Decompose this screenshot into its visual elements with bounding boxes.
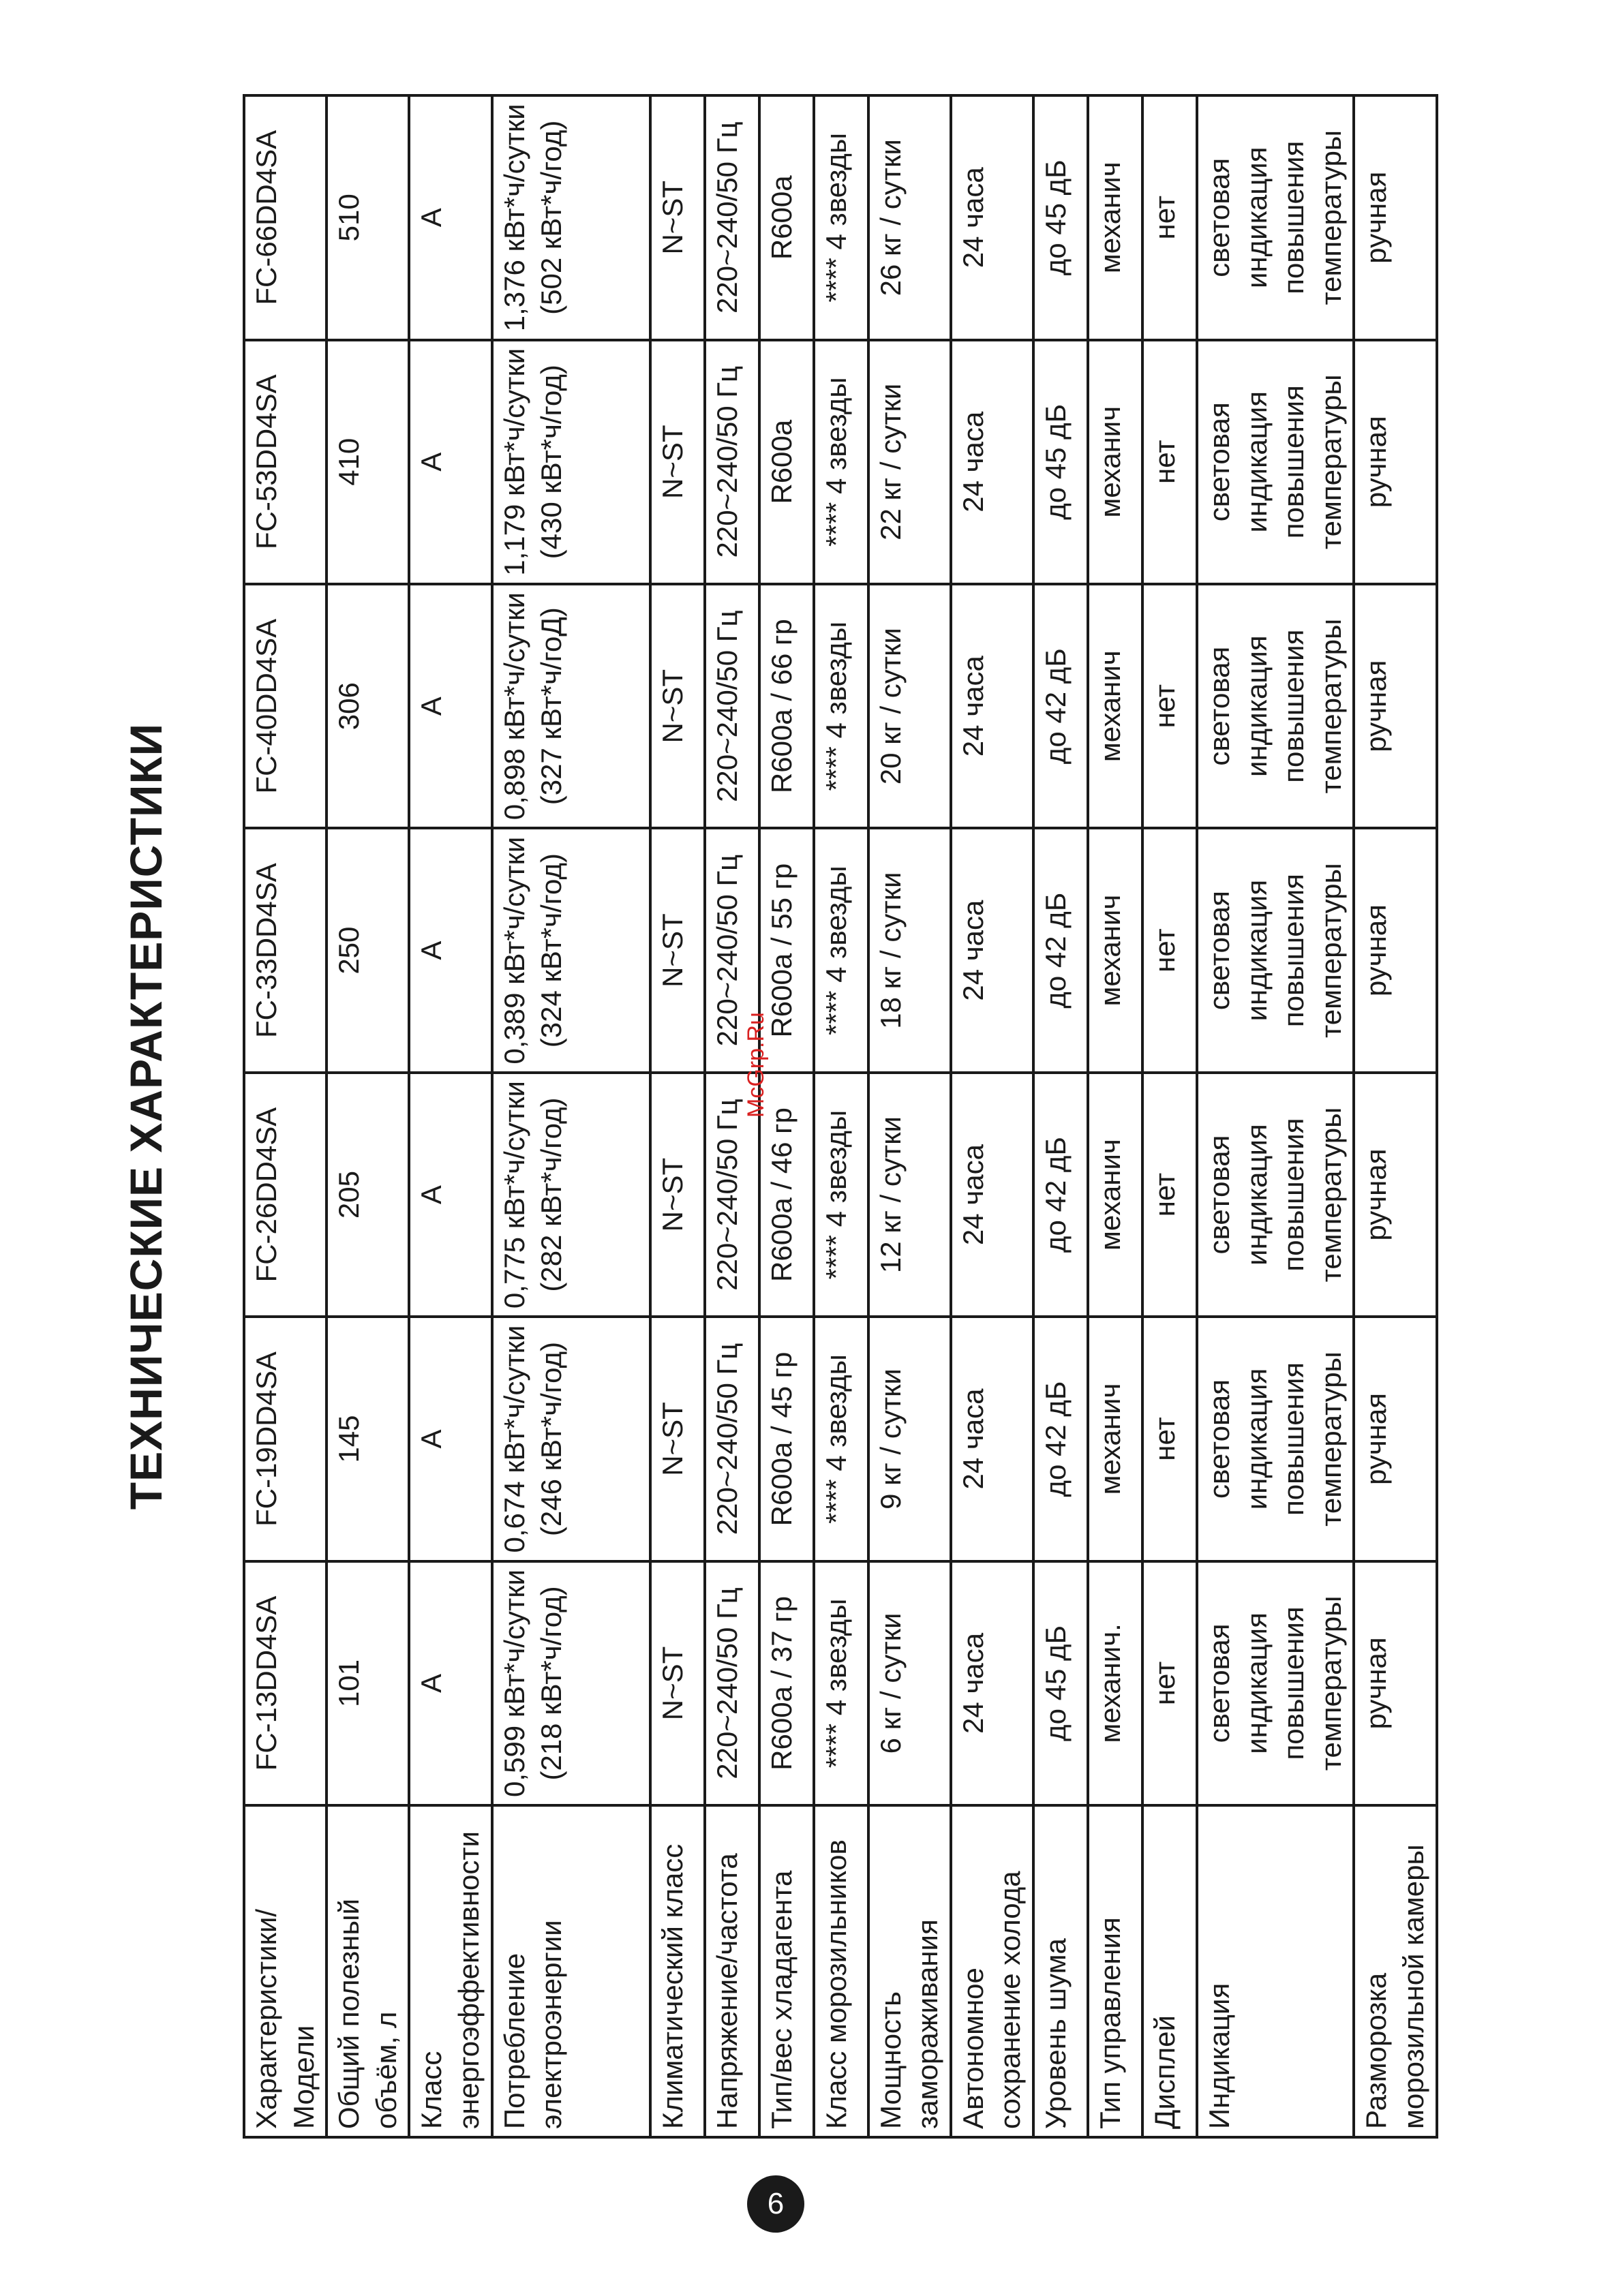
table-cell: световая индикация повышения температуры [1197,828,1354,1072]
table-cell: 24 часа [951,828,1033,1072]
table-cell: A [409,584,491,828]
table-body [327,95,1436,2137]
table-cell: 220~240/50 Гц [705,1561,759,1805]
table-row [409,95,491,2137]
row-label: Потребление электроэнергии [492,1805,650,2137]
table-cell: 6 кг / сутки [868,1561,951,1805]
table-cell: 220~240/50 Гц [705,95,759,340]
table-cell: ручная [1354,584,1436,828]
table-cell: **** 4 звезды [814,584,868,828]
table-cell: световая индикация повышения температуры [1197,584,1354,828]
header-cell: Характеристики/Модели [244,1805,327,2137]
table-cell: 22 кг / сутки [868,340,951,584]
table-cell: **** 4 звезды [814,95,868,340]
table-cell: ручная [1354,1317,1436,1561]
table-cell: R600a / 46 гр [759,1073,814,1317]
row-label: Уровень шума [1033,1805,1088,2137]
table-cell: N~ST [650,584,705,828]
table-cell: R600a [759,95,814,340]
table-cell: ручная [1354,95,1436,340]
table-cell: A [409,340,491,584]
table-cell: 220~240/50 Гц [705,828,759,1072]
table-cell: R600a / 66 гр [759,584,814,828]
table-row [814,95,868,2137]
table-cell: нет [1142,95,1197,340]
table-cell: 220~240/50 Гц [705,340,759,584]
table-cell: 510 [327,95,409,340]
header-cell: FC-40DD4SA [244,584,327,828]
table-cell: механич [1088,95,1142,340]
table-cell: 1,376 кВт*ч/сутки (502 кВт*ч/год) [492,95,650,340]
table-cell: световая индикация повышения температуры [1197,1561,1354,1805]
table-cell: нет [1142,1317,1197,1561]
row-label: Автономное сохранение холода [951,1805,1033,2137]
table-cell: 18 кг / сутки [868,828,951,1072]
table-cell: до 45 дБ [1033,340,1088,584]
row-label: Напряжение/частота [705,1805,759,2137]
table-cell: до 45 дБ [1033,1561,1088,1805]
table-cell: N~ST [650,1561,705,1805]
table-cell: механич. [1088,1561,1142,1805]
table-cell: 250 [327,828,409,1072]
table-row [650,95,705,2137]
row-label: Общий полезный объём, л [327,1805,409,2137]
table-cell: 220~240/50 Гц [705,584,759,828]
table-cell: световая индикация повышения температуры [1197,1317,1354,1561]
table-cell: R600a / 45 гр [759,1317,814,1561]
row-label: Индикация [1197,1805,1354,2137]
table-cell: 9 кг / сутки [868,1317,951,1561]
table-cell: ручная [1354,1561,1436,1805]
table-cell: 0,898 кВт*ч/сутки (327 кВт*ч/гоД) [492,584,650,828]
table-cell: световая индикация повышения температуры [1197,1073,1354,1317]
table-cell: 0,389 кВт*ч/сутки (324 кВт*ч/год) [492,828,650,1072]
table-cell: ручная [1354,828,1436,1072]
table-cell: 1,179 кВт*ч/сутки (430 кВт*ч/год) [492,340,650,584]
table-cell: 145 [327,1317,409,1561]
table-cell: A [409,828,491,1072]
table-cell: до 42 дБ [1033,828,1088,1072]
table-cell: нет [1142,828,1197,1072]
table-cell: **** 4 звезды [814,828,868,1072]
table-row [1142,95,1197,2137]
table-cell: 410 [327,340,409,584]
table-cell: **** 4 звезды [814,1073,868,1317]
table-cell: механич [1088,584,1142,828]
row-label: Разморозка морозильной камеры [1354,1805,1436,2137]
table-cell: 101 [327,1561,409,1805]
table-cell: 0,775 кВт*ч/сутки (282 кВт*ч/год) [492,1073,650,1317]
table-row [868,95,951,2137]
table-cell: нет [1142,1073,1197,1317]
table-cell: 0,599 кВт*ч/сутки (218 кВт*ч/год) [492,1561,650,1805]
table-cell: до 42 дБ [1033,1317,1088,1561]
table-row [1354,95,1436,2137]
table-cell: 0,674 кВт*ч/сутки (246 кВт*ч/год) [492,1317,650,1561]
row-label: Дисплей [1142,1805,1197,2137]
table-cell: механич [1088,1317,1142,1561]
table-cell: нет [1142,340,1197,584]
table-cell: N~ST [650,1317,705,1561]
rotated-page-content [121,94,1470,2139]
table-cell: A [409,1561,491,1805]
table-row [492,95,650,2137]
header-cell: FC-19DD4SA [244,1317,327,1561]
row-label: Класс морозильников [814,1805,868,2137]
table-cell: **** 4 звезды [814,340,868,584]
table-cell: 24 часа [951,1317,1033,1561]
header-cell: FC-13DD4SA [244,1561,327,1805]
table-row [1088,95,1142,2137]
table-cell: механич [1088,828,1142,1072]
table-cell: механич [1088,340,1142,584]
table-row [951,95,1033,2137]
table-cell: световая индикация повышения температуры [1197,95,1354,340]
table-cell: 26 кг / сутки [868,95,951,340]
page-title: ТЕХНИЧЕСКИЕ ХАРАКТЕРИСТИКИ [121,722,171,1510]
table-cell: световая индикация повышения температуры [1197,340,1354,584]
table-row [1197,95,1354,2137]
table-cell: 24 часа [951,340,1033,584]
table-cell: 220~240/50 Гц [705,1073,759,1317]
header-cell: FC-66DD4SA [244,95,327,340]
table-row [1033,95,1088,2137]
table-cell: 24 часа [951,584,1033,828]
row-label: Тип управления [1088,1805,1142,2137]
table-cell: N~ST [650,340,705,584]
table-header-row [244,95,327,2137]
table-cell: до 45 дБ [1033,95,1088,340]
table-cell: R600a [759,340,814,584]
header-cell: FC-26DD4SA [244,1073,327,1317]
table-cell: R600a / 37 гр [759,1561,814,1805]
specs-table [243,94,1438,2139]
table-cell: 220~240/50 Гц [705,1317,759,1561]
watermark: McGrp.Ru [743,1012,769,1118]
table-cell: 24 часа [951,1561,1033,1805]
table-cell: 24 часа [951,95,1033,340]
table-cell: механич [1088,1073,1142,1317]
header-cell: FC-33DD4SA [244,828,327,1072]
table-cell: R600a / 55 гр [759,828,814,1072]
row-label: Тип/вес хладагента [759,1805,814,2137]
table-cell: ручная [1354,1073,1436,1317]
table-cell: 306 [327,584,409,828]
table-cell: ручная [1354,340,1436,584]
table-cell: A [409,95,491,340]
table-cell: 12 кг / сутки [868,1073,951,1317]
table-cell: до 42 дБ [1033,584,1088,828]
table-cell: N~ST [650,828,705,1072]
table-cell: A [409,1073,491,1317]
table-cell: **** 4 звезды [814,1317,868,1561]
row-label: Климатический класс [650,1805,705,2137]
header-cell: FC-53DD4SA [244,340,327,584]
table-cell: A [409,1317,491,1561]
row-label: Класс энергоэффективности [409,1805,491,2137]
table-cell: нет [1142,1561,1197,1805]
table-row [327,95,409,2137]
table-cell: до 42 дБ [1033,1073,1088,1317]
row-label: Мощность замораживания [868,1805,951,2137]
table-cell: N~ST [650,95,705,340]
table-cell: 24 часа [951,1073,1033,1317]
table-cell: 20 кг / сутки [868,584,951,828]
table-cell: N~ST [650,1073,705,1317]
page-number: 6 [747,2175,804,2233]
table-cell: 205 [327,1073,409,1317]
table-cell: **** 4 звезды [814,1561,868,1805]
table-cell: нет [1142,584,1197,828]
